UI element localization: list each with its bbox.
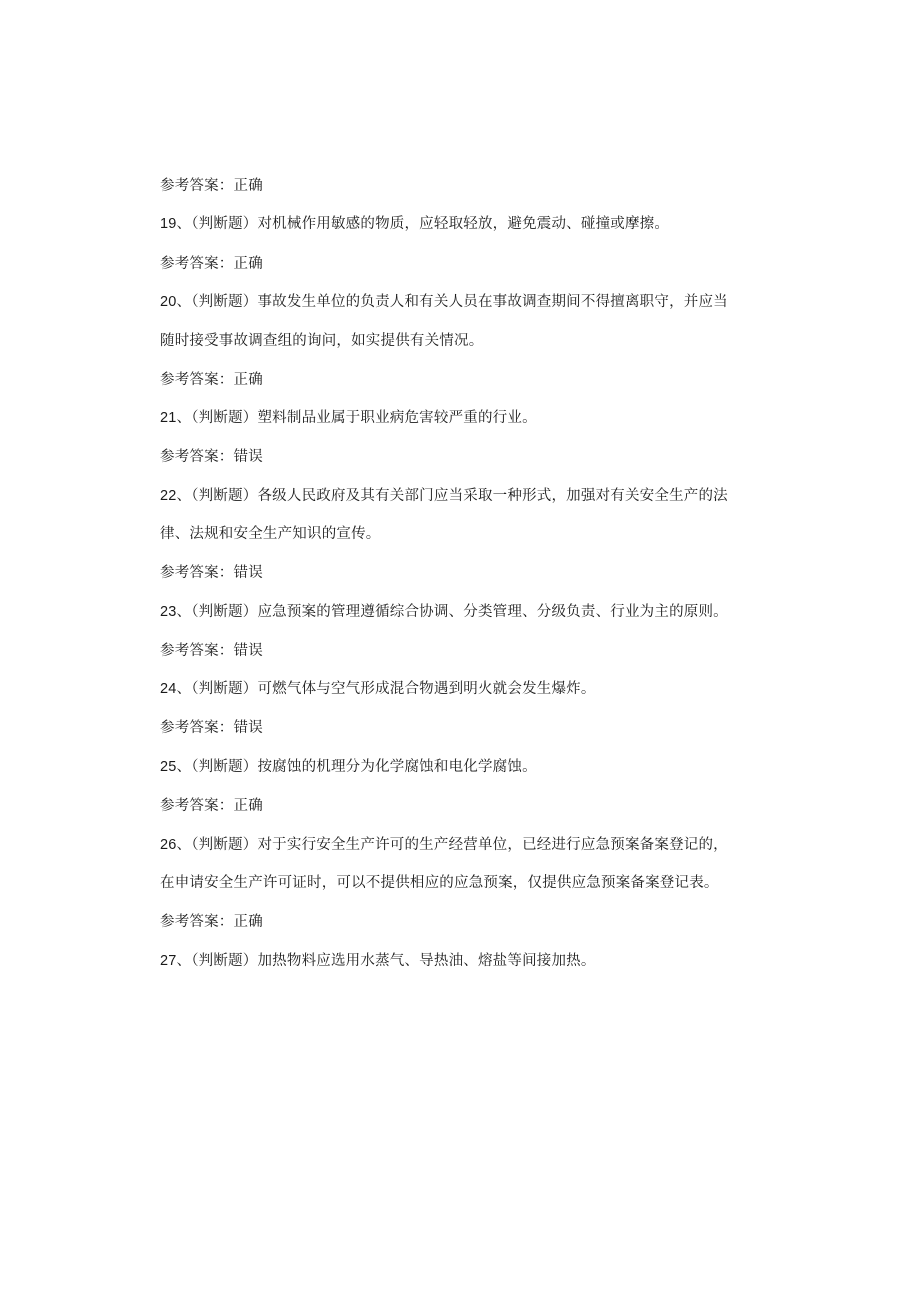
question-text: 、（判断题）可燃气体与空气形成混合物遇到明火就会发生爆炸。 — [176, 681, 596, 697]
answer-19: 参考答案：正确 — [160, 256, 263, 272]
question-number: 26 — [160, 837, 177, 853]
question-20-cont: 随时接受事故调查组的询问，如实提供有关情况。 — [160, 333, 484, 349]
question-text: 、（判断题）按腐蚀的机理分为化学腐蚀和电化学腐蚀。 — [176, 759, 537, 775]
question-number: 19 — [160, 216, 177, 232]
question-22-cont: 律、法规和安全生产知识的宣传。 — [160, 526, 381, 542]
question-25 — [160, 757, 537, 777]
question-26-cont: 在申请安全生产许可证时，可以不提供相应的应急预案，仅提供应急预案备案登记表。 — [160, 875, 719, 891]
question-number: 23 — [160, 604, 177, 620]
question-text: 、（判断题）对机械作用敏感的物质，应轻取轻放，避免震动、碰撞或摩擦。 — [176, 216, 670, 232]
question-text: 、（判断题）加热物料应选用水蒸气、导热油、熔盐等间接加热。 — [176, 953, 596, 969]
question-number: 25 — [160, 759, 177, 775]
question-text: 、（判断题）应急预案的管理遵循综合协调、分类管理、分级负责、行业为主的原则。 — [176, 604, 728, 620]
question-number: 20 — [160, 294, 177, 310]
question-20 — [160, 292, 728, 312]
answer-26: 参考答案：正确 — [160, 914, 263, 930]
question-number: 24 — [160, 681, 177, 697]
answer-23: 参考答案：错误 — [160, 643, 263, 659]
question-21 — [160, 408, 537, 428]
question-number: 21 — [160, 410, 177, 426]
answer-24: 参考答案：错误 — [160, 720, 263, 736]
question-22 — [160, 486, 728, 506]
question-number: 22 — [160, 488, 177, 504]
answer-21: 参考答案：错误 — [160, 449, 263, 465]
question-text: 、（判断题）各级人民政府及其有关部门应当采取一种形式，加强对有关安全生产的法 — [176, 488, 728, 504]
question-23 — [160, 602, 728, 622]
answer-18: 参考答案：正确 — [160, 178, 263, 194]
question-text: 、（判断题）对于实行安全生产许可的生产经营单位，已经进行应急预案备案登记的， — [176, 837, 728, 853]
answer-20: 参考答案：正确 — [160, 372, 263, 388]
question-24 — [160, 679, 596, 699]
question-27 — [160, 951, 596, 971]
question-19 — [160, 214, 669, 234]
answer-22: 参考答案：错误 — [160, 565, 263, 581]
answer-25: 参考答案：正确 — [160, 798, 263, 814]
question-text: 、（判断题）塑料制品业属于职业病危害较严重的行业。 — [176, 410, 537, 426]
question-text: 、（判断题）事故发生单位的负责人和有关人员在事故调查期间不得擅离职守，并应当 — [176, 294, 728, 310]
question-number: 27 — [160, 953, 177, 969]
question-26 — [160, 835, 728, 855]
